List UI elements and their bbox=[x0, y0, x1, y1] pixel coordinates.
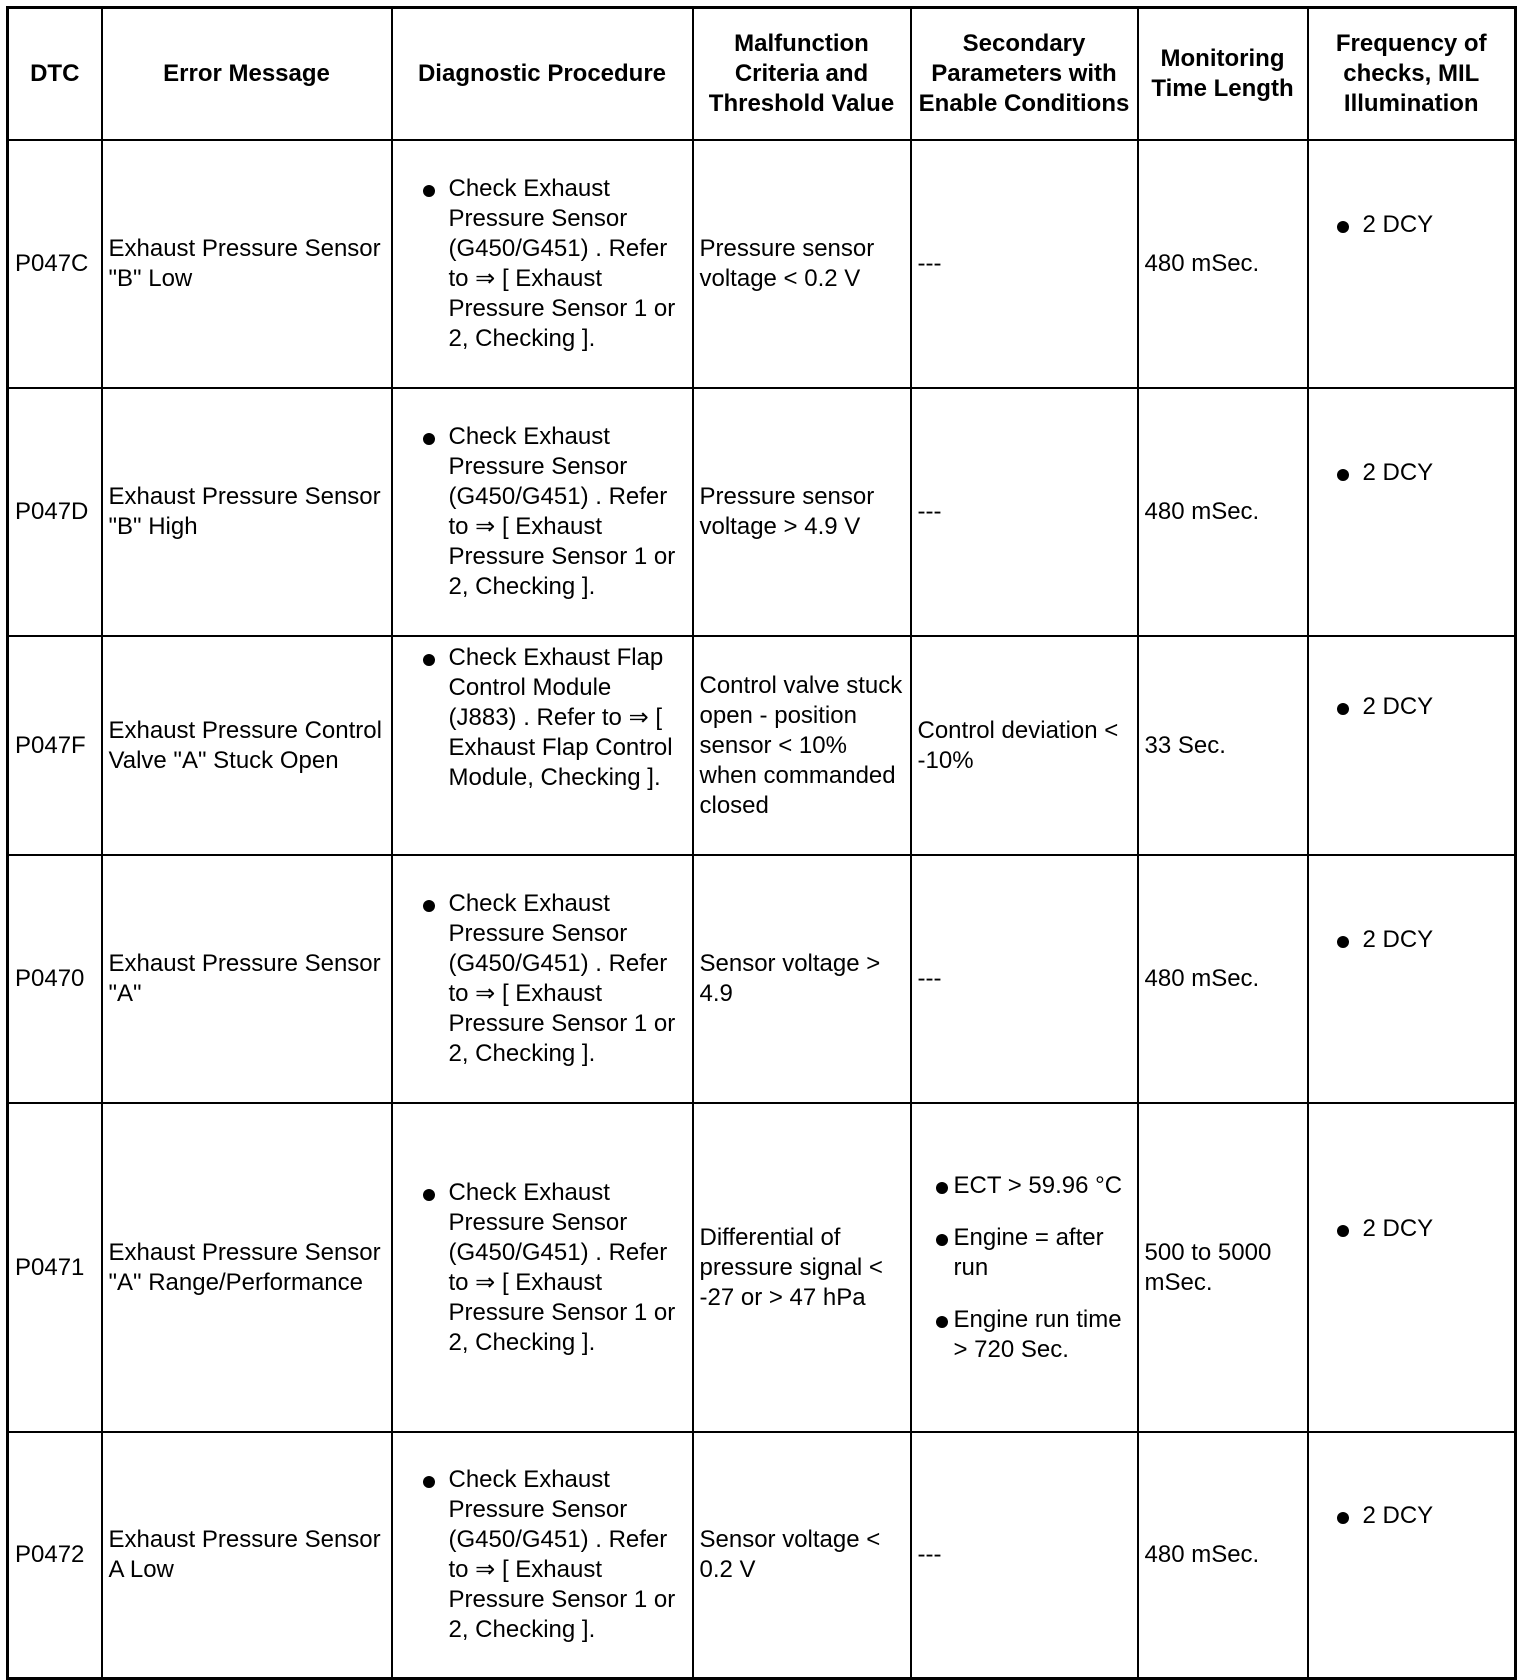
bullet-icon bbox=[1337, 1225, 1349, 1237]
procedure-item bbox=[399, 643, 686, 793]
error-message: Exhaust Pressure Sensor "B" High bbox=[102, 388, 392, 636]
error-message: Exhaust Pressure Sensor A Low bbox=[102, 1432, 392, 1678]
header-error-message: Error Message bbox=[102, 8, 392, 141]
bullet-icon bbox=[423, 1189, 435, 1201]
bullet-icon bbox=[1337, 936, 1349, 948]
header-dtc: DTC bbox=[8, 8, 102, 141]
frequency-text: 2 DCY bbox=[1362, 926, 1434, 953]
dtc-code: P047F bbox=[8, 636, 102, 855]
frequency bbox=[1308, 388, 1516, 636]
monitoring-time: 33 Sec. bbox=[1138, 636, 1308, 855]
frequency bbox=[1308, 140, 1516, 388]
secondary-item bbox=[918, 1171, 1131, 1201]
bullet-icon bbox=[423, 433, 435, 445]
procedure-text: Check Exhaust Pressure Sensor (G450/G451) . Refer to ⇒ [ Exhaust Pressure Sensor 1 or 2, Checking ]. bbox=[448, 890, 676, 1067]
diagnostic-procedure bbox=[392, 636, 693, 855]
diagnostic-procedure bbox=[392, 855, 693, 1103]
frequency bbox=[1308, 855, 1516, 1103]
secondary-text: Engine run time > 720 Sec. bbox=[953, 1305, 1122, 1363]
table-row bbox=[8, 1432, 1516, 1678]
secondary-item bbox=[918, 1223, 1131, 1283]
table-row bbox=[8, 140, 1516, 388]
malfunction-criteria: Differential of pressure signal < -27 or > 47 hPa bbox=[693, 1103, 911, 1432]
frequency bbox=[1308, 636, 1516, 855]
monitoring-time: 480 mSec. bbox=[1138, 140, 1308, 388]
error-message: Exhaust Pressure Sensor "A" bbox=[102, 855, 392, 1103]
frequency-item bbox=[1315, 1501, 1509, 1531]
bullet-icon bbox=[423, 1476, 435, 1488]
dtc-code: P0472 bbox=[8, 1432, 102, 1678]
frequency-text: 2 DCY bbox=[1362, 692, 1434, 720]
bullet-icon bbox=[936, 1234, 948, 1246]
procedure-item bbox=[399, 174, 686, 354]
table-row bbox=[8, 388, 1516, 636]
secondary-parameters: Control deviation < -10% bbox=[911, 636, 1138, 855]
error-message: Exhaust Pressure Sensor "B" Low bbox=[102, 140, 392, 388]
monitoring-time: 500 to 5000 mSec. bbox=[1138, 1103, 1308, 1432]
header-row bbox=[8, 8, 1516, 141]
monitoring-time: 480 mSec. bbox=[1138, 855, 1308, 1103]
dtc-table bbox=[6, 6, 1517, 1680]
frequency-item bbox=[1315, 692, 1509, 722]
malfunction-criteria: Pressure sensor voltage < 0.2 V bbox=[693, 140, 911, 388]
secondary-parameters: --- bbox=[911, 140, 1138, 388]
frequency-text: 2 DCY bbox=[1362, 211, 1434, 238]
bullet-icon bbox=[936, 1182, 948, 1194]
procedure-text: Check Exhaust Pressure Sensor (G450/G451) . Refer to ⇒ [ Exhaust Pressure Sensor 1 or 2, Checking ]. bbox=[448, 423, 676, 600]
error-message: Exhaust Pressure Control Valve "A" Stuck Open bbox=[102, 636, 392, 855]
error-message: Exhaust Pressure Sensor "A" Range/Performance bbox=[102, 1103, 392, 1432]
table-row bbox=[8, 855, 1516, 1103]
diagnostic-procedure bbox=[392, 1103, 693, 1432]
frequency bbox=[1308, 1432, 1516, 1678]
secondary-text: Engine = after run bbox=[953, 1223, 1104, 1281]
malfunction-criteria: Sensor voltage > 4.9 bbox=[693, 855, 911, 1103]
frequency-text: 2 DCY bbox=[1362, 459, 1434, 486]
secondary-item bbox=[918, 1305, 1131, 1365]
frequency-text: 2 DCY bbox=[1362, 1214, 1434, 1242]
malfunction-criteria: Pressure sensor voltage > 4.9 V bbox=[693, 388, 911, 636]
header-frequency: Frequency of checks, MIL Illumination bbox=[1308, 8, 1516, 141]
dtc-code: P0471 bbox=[8, 1103, 102, 1432]
dtc-code: P047D bbox=[8, 388, 102, 636]
table-row bbox=[8, 636, 1516, 855]
procedure-text: Check Exhaust Pressure Sensor (G450/G451) . Refer to ⇒ [ Exhaust Pressure Sensor 1 or 2, Checking ]. bbox=[448, 1178, 676, 1356]
bullet-icon bbox=[1337, 703, 1349, 715]
procedure-text: Check Exhaust Flap Control Module (J883) . Refer to ⇒ [ Exhaust Flap Control Module, Checking ]. bbox=[448, 644, 673, 791]
monitoring-time: 480 mSec. bbox=[1138, 1432, 1308, 1678]
frequency-item bbox=[1315, 1214, 1509, 1244]
header-monitoring-time: Monitoring Time Length bbox=[1138, 8, 1308, 141]
bullet-icon bbox=[423, 185, 435, 197]
secondary-parameters: --- bbox=[911, 855, 1138, 1103]
diagnostic-procedure bbox=[392, 388, 693, 636]
frequency bbox=[1308, 1103, 1516, 1432]
frequency-text: 2 DCY bbox=[1362, 1501, 1434, 1529]
table-row bbox=[8, 1103, 1516, 1432]
malfunction-criteria: Control valve stuck open - position sensor < 10% when commanded closed bbox=[693, 636, 911, 855]
bullet-icon bbox=[1337, 221, 1349, 233]
frequency-item bbox=[1315, 458, 1509, 488]
frequency-item bbox=[1315, 925, 1509, 955]
bullet-icon bbox=[423, 900, 435, 912]
monitoring-time: 480 mSec. bbox=[1138, 388, 1308, 636]
frequency-item bbox=[1315, 210, 1509, 240]
procedure-text: Check Exhaust Pressure Sensor (G450/G451) . Refer to ⇒ [ Exhaust Pressure Sensor 1 or 2, Checking ]. bbox=[448, 175, 676, 352]
procedure-item bbox=[399, 889, 686, 1069]
bullet-icon bbox=[423, 654, 435, 666]
bullet-icon bbox=[1337, 1512, 1349, 1524]
procedure-item bbox=[399, 1178, 686, 1358]
secondary-parameters: --- bbox=[911, 1432, 1138, 1678]
secondary-parameters bbox=[911, 1103, 1138, 1432]
header-malfunction-criteria: Malfunction Criteria and Threshold Value bbox=[693, 8, 911, 141]
procedure-text: Check Exhaust Pressure Sensor (G450/G451) . Refer to ⇒ [ Exhaust Pressure Sensor 1 or 2, Checking ]. bbox=[448, 1465, 676, 1643]
procedure-item bbox=[399, 422, 686, 602]
dtc-code: P0470 bbox=[8, 855, 102, 1103]
diagnostic-procedure bbox=[392, 140, 693, 388]
secondary-parameters: --- bbox=[911, 388, 1138, 636]
secondary-text: ECT > 59.96 °C bbox=[953, 1171, 1123, 1199]
procedure-item bbox=[399, 1465, 686, 1645]
header-secondary-parameters: Secondary Parameters with Enable Conditions bbox=[911, 8, 1138, 141]
malfunction-criteria: Sensor voltage < 0.2 V bbox=[693, 1432, 911, 1678]
dtc-code: P047C bbox=[8, 140, 102, 388]
diagnostic-procedure bbox=[392, 1432, 693, 1678]
bullet-icon bbox=[1337, 469, 1349, 481]
bullet-icon bbox=[936, 1316, 948, 1328]
header-diagnostic-procedure: Diagnostic Procedure bbox=[392, 8, 693, 141]
